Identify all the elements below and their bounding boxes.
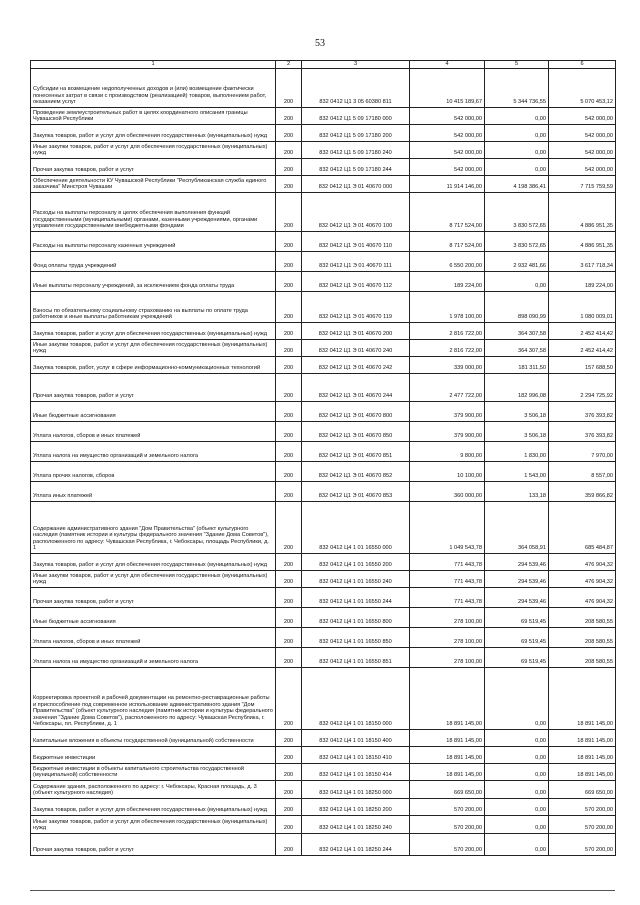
row-kbk-cell: 832 0412 Ц1 Э 01 40670 852 [302,462,410,482]
row-remaining-cell: 570 200,00 [549,816,616,834]
row-plan-cell: 2 816 722,00 [410,340,485,357]
table-row [31,816,616,834]
row-remaining-cell: 208 580,55 [549,648,616,668]
row-plan-cell: 570 200,00 [410,834,485,856]
table-row [31,668,616,730]
row-name-cell: Закупка товаров, работ и услуг для обеспечения государственных (муниципальных) нужд [31,323,276,340]
row-remaining-cell: 570 200,00 [549,799,616,816]
row-code-cell: 200 [276,374,302,402]
table-row [31,159,616,176]
row-remaining-cell: 542 000,00 [549,125,616,142]
row-executed-cell: 1 830,00 [485,442,549,462]
row-executed-cell: 133,18 [485,482,549,502]
row-plan-cell: 8 717 524,00 [410,232,485,252]
row-code-cell: 200 [276,422,302,442]
row-remaining-cell: 2 452 414,42 [549,323,616,340]
row-remaining-cell: 3 617 718,34 [549,252,616,272]
row-remaining-cell: 685 484,87 [549,502,616,554]
row-name-cell: Иные закупки товаров, работ и услуг для обеспечения государственных (муниципальных) нужд [31,142,276,159]
row-executed-cell: 4 198 386,41 [485,176,549,193]
row-kbk-cell: 832 0412 Ц4 1 01 18250 000 [302,781,410,799]
row-kbk-cell: 832 0412 Ц1 Э 01 40670 240 [302,340,410,357]
row-plan-cell: 570 200,00 [410,799,485,816]
table-row [31,357,616,374]
row-executed-cell: 5 344 736,55 [485,69,549,108]
bottom-rule [30,890,615,891]
row-kbk-cell: 832 0412 Ц4 1 01 16550 240 [302,571,410,588]
row-kbk-cell: 832 0412 Ц1 Э 01 40670 000 [302,176,410,193]
table-row [31,323,616,340]
row-code-cell: 200 [276,69,302,108]
row-name-cell: Уплата налогов, сборов и иных платежей [31,628,276,648]
row-plan-cell: 278 100,00 [410,608,485,628]
row-plan-cell: 189 224,00 [410,272,485,292]
table-row [31,402,616,422]
row-executed-cell: 0,00 [485,125,549,142]
row-code-cell: 200 [276,668,302,730]
row-code-cell: 200 [276,402,302,422]
row-executed-cell: 3 830 572,65 [485,232,549,252]
row-kbk-cell: 832 0412 Ц4 1 01 18150 000 [302,668,410,730]
row-kbk-cell: 832 0412 Ц1 Э 01 40670 112 [302,272,410,292]
row-kbk-cell: 832 0412 Ц4 1 01 16550 800 [302,608,410,628]
row-remaining-cell: 376 393,82 [549,402,616,422]
row-name-cell: Иные бюджетные ассигнования [31,402,276,422]
row-name-cell: Капитальные вложения в объекты государственной (муниципальной) собственности [31,730,276,747]
table-row [31,422,616,442]
table-row [31,442,616,462]
row-remaining-cell: 18 891 145,00 [549,730,616,747]
row-executed-cell: 69 519,45 [485,628,549,648]
row-plan-cell: 18 891 145,00 [410,730,485,747]
table-row [31,272,616,292]
row-remaining-cell: 5 070 453,12 [549,69,616,108]
column-header: 3 [302,61,410,69]
row-kbk-cell: 832 0412 Ц1 5 09 17180 240 [302,142,410,159]
row-plan-cell: 2 477 722,00 [410,374,485,402]
row-executed-cell: 0,00 [485,272,549,292]
row-kbk-cell: 832 0412 Ц4 1 01 16550 244 [302,588,410,608]
row-executed-cell: 0,00 [485,799,549,816]
table-row [31,781,616,799]
row-name-cell: Закупка товаров, работ, услуг в сфере информационно-коммуникационных технологий [31,357,276,374]
row-code-cell: 200 [276,142,302,159]
row-name-cell: Прочая закупка товаров, работ и услуг [31,588,276,608]
table-row [31,648,616,668]
row-executed-cell: 0,00 [485,668,549,730]
row-kbk-cell: 832 0412 Ц1 Э 01 40670 850 [302,422,410,442]
row-name-cell: Корректировка проектной и рабочей документации на ремонтно-реставрационные работы и приспособление под современное использование административного здания "Дом Правительства" (объект культурного наследия (памятник истории и культуры федерального значения "Здание Дома Советов"), расположенного по адресу: Чувашская Республика, г. Чебоксары, пл. Республики, д. 1 [31,668,276,730]
row-remaining-cell: 208 580,55 [549,608,616,628]
table-row [31,340,616,357]
row-kbk-cell: 832 0412 Ц4 1 01 18150 410 [302,747,410,764]
row-executed-cell: 1 543,00 [485,462,549,482]
row-code-cell: 200 [276,747,302,764]
table-row [31,730,616,747]
column-header: 5 [485,61,549,69]
row-plan-cell: 18 891 145,00 [410,747,485,764]
row-name-cell: Иные закупки товаров, работ и услуг для обеспечения государственных (муниципальных) нужд [31,571,276,588]
row-executed-cell: 0,00 [485,834,549,856]
row-executed-cell: 898 090,99 [485,292,549,323]
row-executed-cell: 181 311,50 [485,357,549,374]
row-code-cell: 200 [276,799,302,816]
row-executed-cell: 364 307,58 [485,323,549,340]
row-executed-cell: 0,00 [485,159,549,176]
row-plan-cell: 10 100,00 [410,462,485,482]
row-plan-cell: 771 443,78 [410,571,485,588]
page-number: 53 [315,38,325,49]
row-executed-cell: 69 519,45 [485,608,549,628]
row-kbk-cell: 832 0412 Ц4 1 01 16550 851 [302,648,410,668]
row-remaining-cell: 4 886 951,35 [549,193,616,232]
row-plan-cell: 1 978 100,00 [410,292,485,323]
row-remaining-cell: 669 650,00 [549,781,616,799]
table-row [31,799,616,816]
row-name-cell: Прочая закупка товаров, работ и услуг [31,374,276,402]
row-plan-cell: 2 816 722,00 [410,323,485,340]
row-kbk-cell: 832 0412 Ц1 Э 01 40670 200 [302,323,410,340]
row-name-cell: Содержание здания, расположенного по адресу: г. Чебоксары, Красная площадь, д. 3 (объект культурного наследия) [31,781,276,799]
row-kbk-cell: 832 0412 Ц1 Э 01 40670 110 [302,232,410,252]
column-header: 6 [549,61,616,69]
row-plan-cell: 1 049 543,78 [410,502,485,554]
row-executed-cell: 182 996,08 [485,374,549,402]
row-code-cell: 200 [276,232,302,252]
row-plan-cell: 8 717 524,00 [410,193,485,232]
row-executed-cell: 3 830 572,65 [485,193,549,232]
row-kbk-cell: 832 0412 Ц4 1 01 18150 414 [302,764,410,781]
row-code-cell: 200 [276,462,302,482]
row-code-cell: 200 [276,193,302,232]
row-remaining-cell: 542 000,00 [549,108,616,125]
row-plan-cell: 542 000,00 [410,125,485,142]
row-executed-cell: 364 058,91 [485,502,549,554]
row-executed-cell: 0,00 [485,108,549,125]
row-name-cell: Уплата иных платежей [31,482,276,502]
row-code-cell: 200 [276,648,302,668]
row-name-cell: Взносы по обязательному социальному страхованию на выплаты по оплате труда работников и иные выплаты работникам учреждений [31,292,276,323]
row-kbk-cell: 832 0412 Ц4 1 01 18250 200 [302,799,410,816]
row-name-cell: Иные закупки товаров, работ и услуг для обеспечения государственных (муниципальных) нужд [31,340,276,357]
table-row [31,588,616,608]
table-row [31,108,616,125]
table-row [31,193,616,232]
row-code-cell: 200 [276,554,302,571]
row-remaining-cell: 157 688,50 [549,357,616,374]
row-plan-cell: 771 443,78 [410,554,485,571]
row-code-cell: 200 [276,176,302,193]
row-code-cell: 200 [276,588,302,608]
table-row [31,834,616,856]
row-kbk-cell: 832 0412 Ц1 Э 01 40670 100 [302,193,410,232]
row-kbk-cell: 832 0412 Ц1 Э 01 40670 111 [302,252,410,272]
row-remaining-cell: 376 393,82 [549,422,616,442]
row-plan-cell: 11 914 146,00 [410,176,485,193]
row-executed-cell: 3 506,18 [485,422,549,442]
table-row [31,142,616,159]
row-executed-cell: 69 519,45 [485,648,549,668]
row-kbk-cell: 832 0412 Ц4 1 01 16550 000 [302,502,410,554]
row-code-cell: 200 [276,292,302,323]
table-row [31,69,616,108]
row-name-cell: Закупка товаров, работ и услуг для обеспечения государственных (муниципальных) нужд [31,554,276,571]
row-executed-cell: 364 307,58 [485,340,549,357]
row-kbk-cell: 832 0412 Ц1 5 09 17180 200 [302,125,410,142]
row-plan-cell: 278 100,00 [410,628,485,648]
row-code-cell: 200 [276,764,302,781]
row-remaining-cell: 476 904,32 [549,554,616,571]
row-kbk-cell: 832 0412 Ц1 Э 01 40670 851 [302,442,410,462]
column-header: 1 [31,61,276,69]
row-plan-cell: 379 900,00 [410,402,485,422]
row-name-cell: Бюджетные инвестиции [31,747,276,764]
row-remaining-cell: 476 904,32 [549,588,616,608]
row-plan-cell: 542 000,00 [410,142,485,159]
row-remaining-cell: 1 080 009,01 [549,292,616,323]
table-row [31,502,616,554]
row-plan-cell: 542 000,00 [410,108,485,125]
table-row [31,125,616,142]
row-code-cell: 200 [276,108,302,125]
row-code-cell: 200 [276,834,302,856]
row-plan-cell: 10 415 189,67 [410,69,485,108]
row-remaining-cell: 359 866,82 [549,482,616,502]
row-code-cell: 200 [276,159,302,176]
table-row [31,554,616,571]
row-executed-cell: 0,00 [485,730,549,747]
row-remaining-cell: 8 557,00 [549,462,616,482]
row-name-cell: Расходы на выплаты персоналу казенных учреждений [31,232,276,252]
table-row [31,747,616,764]
row-name-cell: Закупка товаров, работ и услуг для обеспечения государственных (муниципальных) нужд [31,125,276,142]
row-code-cell: 200 [276,272,302,292]
row-kbk-cell: 832 0412 Ц1 5 09 17180 000 [302,108,410,125]
table-row [31,252,616,272]
row-code-cell: 200 [276,608,302,628]
row-remaining-cell: 2 452 414,42 [549,340,616,357]
row-name-cell: Уплата налогов, сборов и иных платежей [31,422,276,442]
row-code-cell: 200 [276,252,302,272]
row-plan-cell: 18 891 145,00 [410,668,485,730]
row-remaining-cell: 18 891 145,00 [549,668,616,730]
row-code-cell: 200 [276,442,302,462]
row-name-cell: Уплата налога на имущество организаций и земельного налога [31,442,276,462]
table-body [31,69,616,856]
table-row [31,462,616,482]
row-remaining-cell: 542 000,00 [549,142,616,159]
row-executed-cell: 0,00 [485,142,549,159]
row-name-cell: Расходы на выплаты персоналу в целях обеспечения выполнения функций государственными (муниципальными) органами, казенными учреждениями, органами управления государственными внебюджетными фондами [31,193,276,232]
row-code-cell: 200 [276,730,302,747]
row-remaining-cell: 476 904,32 [549,571,616,588]
budget-table-sheet [30,60,615,856]
row-name-cell: Иные бюджетные ассигнования [31,608,276,628]
row-kbk-cell: 832 0412 Ц4 1 01 16550 200 [302,554,410,571]
row-plan-cell: 771 443,78 [410,588,485,608]
row-kbk-cell: 832 0412 Ц4 1 01 18250 240 [302,816,410,834]
row-name-cell: Прочая закупка товаров, работ и услуг [31,159,276,176]
row-kbk-cell: 832 0412 Ц1 Э 01 40670 242 [302,357,410,374]
row-kbk-cell: 832 0412 Ц1 Э 01 40670 119 [302,292,410,323]
row-name-cell: Прочая закупка товаров, работ и услуг [31,834,276,856]
row-executed-cell: 0,00 [485,816,549,834]
row-plan-cell: 379 900,00 [410,422,485,442]
row-name-cell: Уплата прочих налогов, сборов [31,462,276,482]
row-executed-cell: 0,00 [485,764,549,781]
row-plan-cell: 278 100,00 [410,648,485,668]
table-row [31,482,616,502]
row-name-cell: Проведение землеустроительных работ в целях координатного описания границы Чувашской Республики [31,108,276,125]
row-code-cell: 200 [276,816,302,834]
row-kbk-cell: 832 0412 Ц1 5 09 17180 244 [302,159,410,176]
row-kbk-cell: 832 0412 Ц1 Э 01 40670 853 [302,482,410,502]
row-code-cell: 200 [276,781,302,799]
row-code-cell: 200 [276,628,302,648]
row-remaining-cell: 570 200,00 [549,834,616,856]
table-row [31,176,616,193]
row-name-cell: Уплата налога на имущество организаций и земельного налога [31,648,276,668]
row-remaining-cell: 7 970,00 [549,442,616,462]
row-code-cell: 200 [276,323,302,340]
row-remaining-cell: 2 294 725,92 [549,374,616,402]
row-plan-cell: 542 000,00 [410,159,485,176]
row-remaining-cell: 18 891 145,00 [549,747,616,764]
row-name-cell: Закупка товаров, работ и услуг для обеспечения государственных (муниципальных) нужд [31,799,276,816]
column-header: 4 [410,61,485,69]
row-plan-cell: 339 000,00 [410,357,485,374]
row-remaining-cell: 4 886 951,35 [549,232,616,252]
table-row [31,292,616,323]
table-row [31,764,616,781]
row-executed-cell: 0,00 [485,781,549,799]
row-name-cell: Обеспечение деятельности КУ Чувашской Республики "Республиканская служба единого заказчика" Минстроя Чувашии [31,176,276,193]
budget-table [30,60,616,856]
row-plan-cell: 360 000,00 [410,482,485,502]
row-name-cell: Фонд оплаты труда учреждений [31,252,276,272]
row-code-cell: 200 [276,125,302,142]
row-kbk-cell: 832 0412 Ц1 Э 01 40670 244 [302,374,410,402]
row-code-cell: 200 [276,482,302,502]
row-executed-cell: 2 932 481,66 [485,252,549,272]
table-row [31,232,616,252]
row-name-cell: Иные закупки товаров, работ и услуг для обеспечения государственных (муниципальных) нужд [31,816,276,834]
row-plan-cell: 9 800,00 [410,442,485,462]
row-plan-cell: 570 200,00 [410,816,485,834]
row-executed-cell: 294 539,46 [485,571,549,588]
row-remaining-cell: 7 715 759,59 [549,176,616,193]
row-kbk-cell: 832 0412 Ц4 1 01 16550 850 [302,628,410,648]
row-remaining-cell: 189 224,00 [549,272,616,292]
row-name-cell: Иные выплаты персоналу учреждений, за исключением фонда оплаты труда [31,272,276,292]
row-kbk-cell: 832 0412 Ц4 1 01 18250 244 [302,834,410,856]
row-kbk-cell: 832 0412 Ц4 1 01 18150 400 [302,730,410,747]
table-row [31,571,616,588]
row-code-cell: 200 [276,502,302,554]
column-header: 2 [276,61,302,69]
row-executed-cell: 3 506,18 [485,402,549,422]
row-code-cell: 200 [276,340,302,357]
table-row [31,374,616,402]
row-kbk-cell: 832 0412 Ц1 3 05 60380 811 [302,69,410,108]
row-executed-cell: 294 539,46 [485,554,549,571]
row-remaining-cell: 18 891 145,00 [549,764,616,781]
row-plan-cell: 6 550 200,00 [410,252,485,272]
table-row [31,628,616,648]
row-executed-cell: 294 539,46 [485,588,549,608]
row-remaining-cell: 208 580,55 [549,628,616,648]
table-row [31,608,616,628]
table-header-row [31,61,616,69]
row-executed-cell: 0,00 [485,747,549,764]
row-plan-cell: 18 891 145,00 [410,764,485,781]
row-kbk-cell: 832 0412 Ц1 Э 01 40670 800 [302,402,410,422]
row-code-cell: 200 [276,357,302,374]
row-name-cell: Содержание административного здания "Дом Правительства" (объект культурного наследия (памятник истории и культуры федерального значения "Здание Дома Советов"), расположенного по адресу: Чувашская Республика, г. Чебоксары, площадь Республики, д. 1 [31,502,276,554]
row-plan-cell: 669 650,00 [410,781,485,799]
row-remaining-cell: 542 000,00 [549,159,616,176]
row-name-cell: Субсидии на возмещение недополученных доходов и (или) возмещение фактически понесенных затрат в связи с производством (реализацией) товаров, выполнением работ, оказанием услуг [31,69,276,108]
row-name-cell: Бюджетные инвестиции в объекты капитального строительства государственной (муниципальной) собственности [31,764,276,781]
row-code-cell: 200 [276,571,302,588]
